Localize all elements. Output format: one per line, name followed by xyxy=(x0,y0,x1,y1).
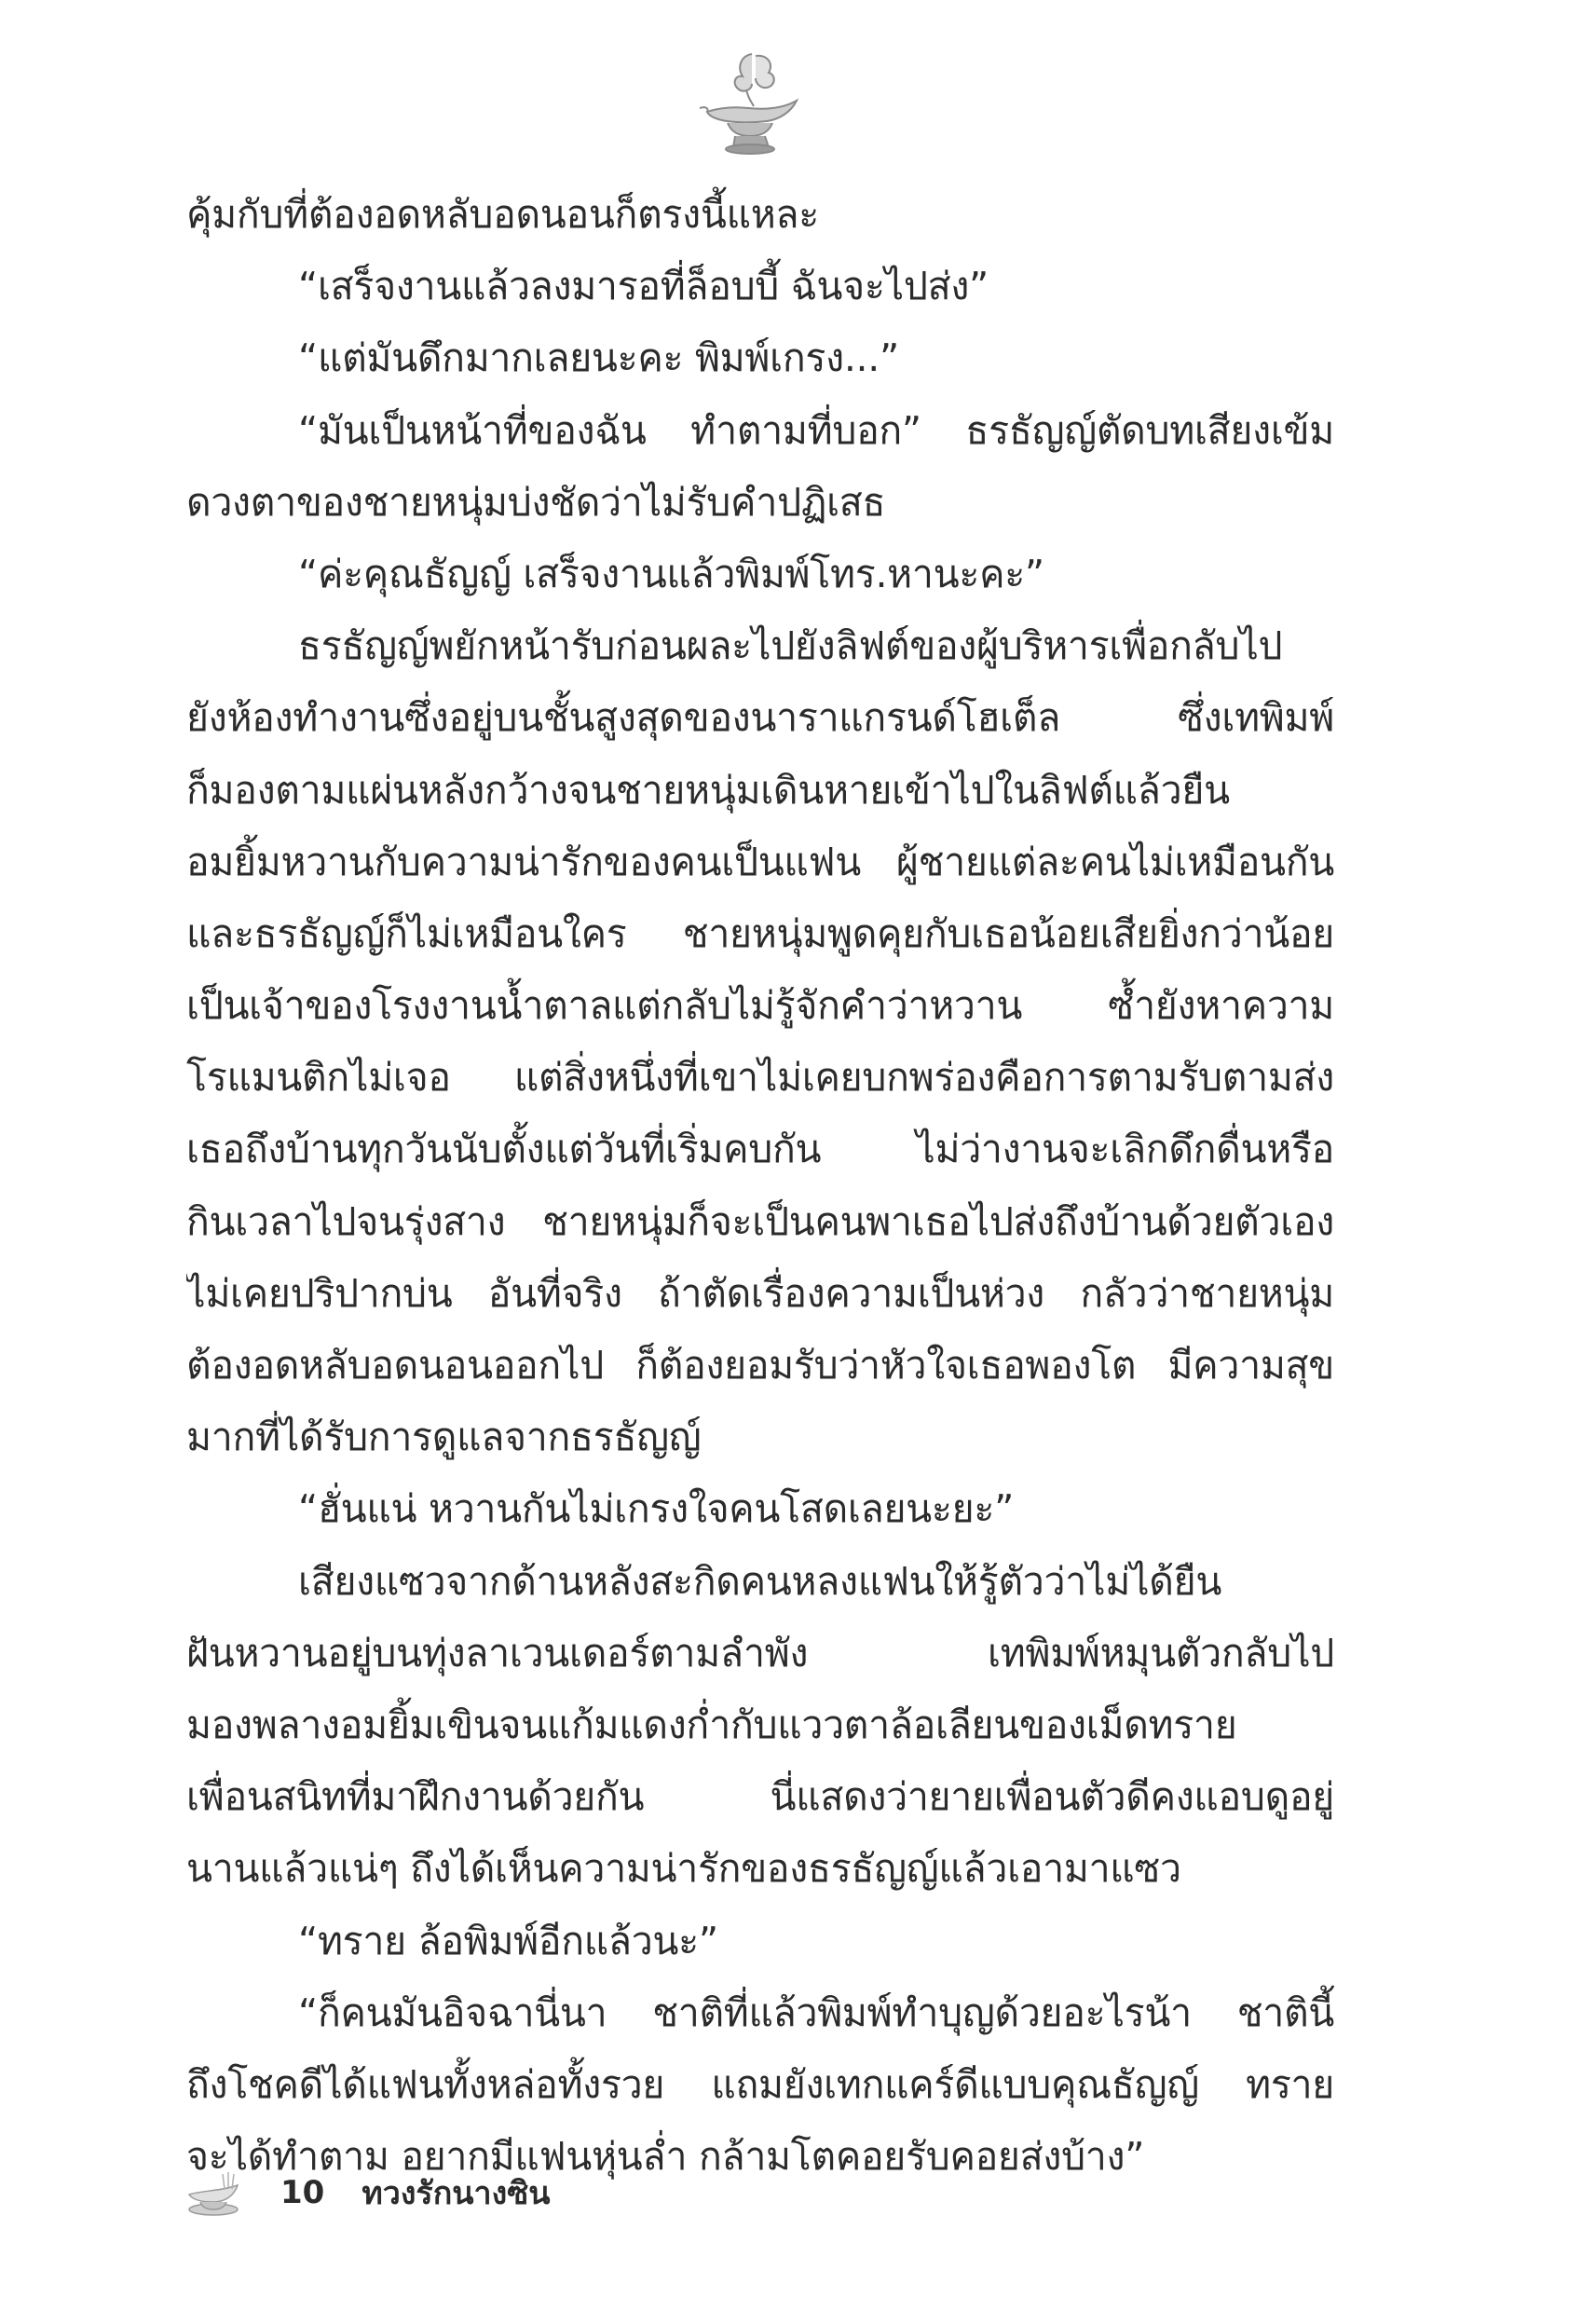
book-title: ทวงรักนางซิน xyxy=(361,2175,551,2212)
text-line: “มันเป็นหน้าที่ของฉัน ทำตามที่บอก” ธรธัญญ์ตัดบทเสียงเข้ม xyxy=(298,407,1334,453)
text-line: เธอถึงบ้านทุกวันนับตั้งแต่วันที่เริ่มคบกัน ไม่ว่างานจะเลิกดึกดื่นหรือ xyxy=(186,1127,1334,1172)
text-line: โรแมนติกไม่เจอ แต่สิ่งหนึ่งที่เขาไม่เคยบกพร่องคือการตามรับตามส่ง xyxy=(186,1055,1334,1101)
text-line: “เสร็จงานแล้วลงมารอที่ล็อบบี้ ฉันจะไปส่ง” xyxy=(298,264,989,309)
text-line: “แต่มันดึกมากเลยนะคะ พิมพ์เกรง...” xyxy=(298,335,899,381)
text-line: ก็มองตามแผ่นหลังกว้างจนชายหนุ่มเดินหายเข้าไปในลิฟต์แล้วยืน xyxy=(186,767,1230,813)
page-footer xyxy=(182,2160,551,2225)
text-line: เสียงแซวจากด้านหลังสะกิดคนหลงแฟนให้รู้ตัวว่าไม่ได้ยืน xyxy=(298,1558,1222,1604)
page-number: 10 xyxy=(280,2174,325,2211)
text-line: ธรธัญญ์พยักหน้ารับก่อนผละไปยังลิฟต์ของผู้บริหารเพื่อกลับไป xyxy=(298,623,1283,669)
genie-lamp-icon xyxy=(694,47,806,163)
chapter-body-text xyxy=(186,179,1334,2193)
text-line: อมยิ้มหวานกับความน่ารักของคนเป็นแฟน ผู้ชายแต่ละคนไม่เหมือนกัน xyxy=(186,839,1334,884)
text-line: “ค่ะคุณธัญญ์ เสร็จงานแล้วพิมพ์โทร.หานะคะ” xyxy=(298,551,1044,596)
text-line: “ฮั่นแน่ หวานกันไม่เกรงใจคนโสดเลยนะยะ” xyxy=(298,1486,1015,1532)
text-line: มากที่ได้รับการดูแลจากธรธัญญ์ xyxy=(186,1415,702,1460)
text-line: นานแล้วแน่ๆ ถึงได้เห็นความน่ารักของธรธัญญ์แล้วเอามาแซว xyxy=(186,1846,1181,1892)
text-line: ฝันหวานอยู่บนทุ่งลาเวนเดอร์ตามลำพัง เทพิมพ์หมุนตัวกลับไป xyxy=(186,1630,1334,1675)
text-line: ยังห้องทำงานซึ่งอยู่บนชั้นสูงสุดของนาราแกรนด์โฮเต็ล ซึ่งเทพิมพ์ xyxy=(186,695,1334,741)
text-line: คุ้มกับที่ต้องอดหลับอดนอนก็ตรงนี้แหละ xyxy=(186,192,819,237)
text-line: จะได้ทำตาม อยากมีแฟนหุ่นล่ำ กล้ามโตคอยรับคอยส่งบ้าง” xyxy=(186,2134,1145,2180)
text-line: “ทราย ล้อพิมพ์อีกแล้วนะ” xyxy=(298,1918,718,1963)
text-line: เป็นเจ้าของโรงงานน้ำตาลแต่กลับไม่รู้จักคำว่าหวาน ซ้ำยังหาความ xyxy=(186,983,1334,1029)
text-line: และธรธัญญ์ก็ไม่เหมือนใคร ชายหนุ่มพูดคุยกับเธอน้อยเสียยิ่งกว่าน้อย xyxy=(186,910,1334,956)
text-line: มองพลางอมยิ้มเขินจนแก้มแดงก่ำกับแววตาล้อเลียนของเม็ดทราย xyxy=(186,1702,1237,1747)
text-line: “ก็คนมันอิจฉานี่นา ชาติที่แล้วพิมพ์ทำบุญด้วยอะไรน้า ชาตินี้ xyxy=(298,1990,1334,2035)
text-line: ต้องอดหลับอดนอนออกไป ก็ต้องยอมรับว่าหัวใจเธอพองโต มีความสุข xyxy=(186,1343,1334,1388)
genie-lamp-icon xyxy=(182,2168,245,2217)
text-line: เพื่อนสนิทที่มาฝึกงานด้วยกัน นี่แสดงว่ายายเพื่อนตัวดีคงแอบดูอยู่ xyxy=(186,1774,1334,1820)
text-line: กินเวลาไปจนรุ่งสาง ชายหนุ่มก็จะเป็นคนพาเธอไปส่งถึงบ้านด้วยตัวเอง xyxy=(186,1198,1334,1244)
text-line: ไม่เคยปริปากบ่น อันที่จริง ถ้าตัดเรื่องความเป็นห่วง กลัวว่าชายหนุ่ม xyxy=(186,1270,1334,1316)
text-line: ถึงโชคดีได้แฟนทั้งหล่อทั้งรวย แถมยังเทกแคร์ดีแบบคุณธัญญ์ ทราย xyxy=(186,2061,1334,2107)
text-line: ดวงตาของชายหนุ่มบ่งชัดว่าไม่รับคำปฏิเสธ xyxy=(186,479,886,525)
